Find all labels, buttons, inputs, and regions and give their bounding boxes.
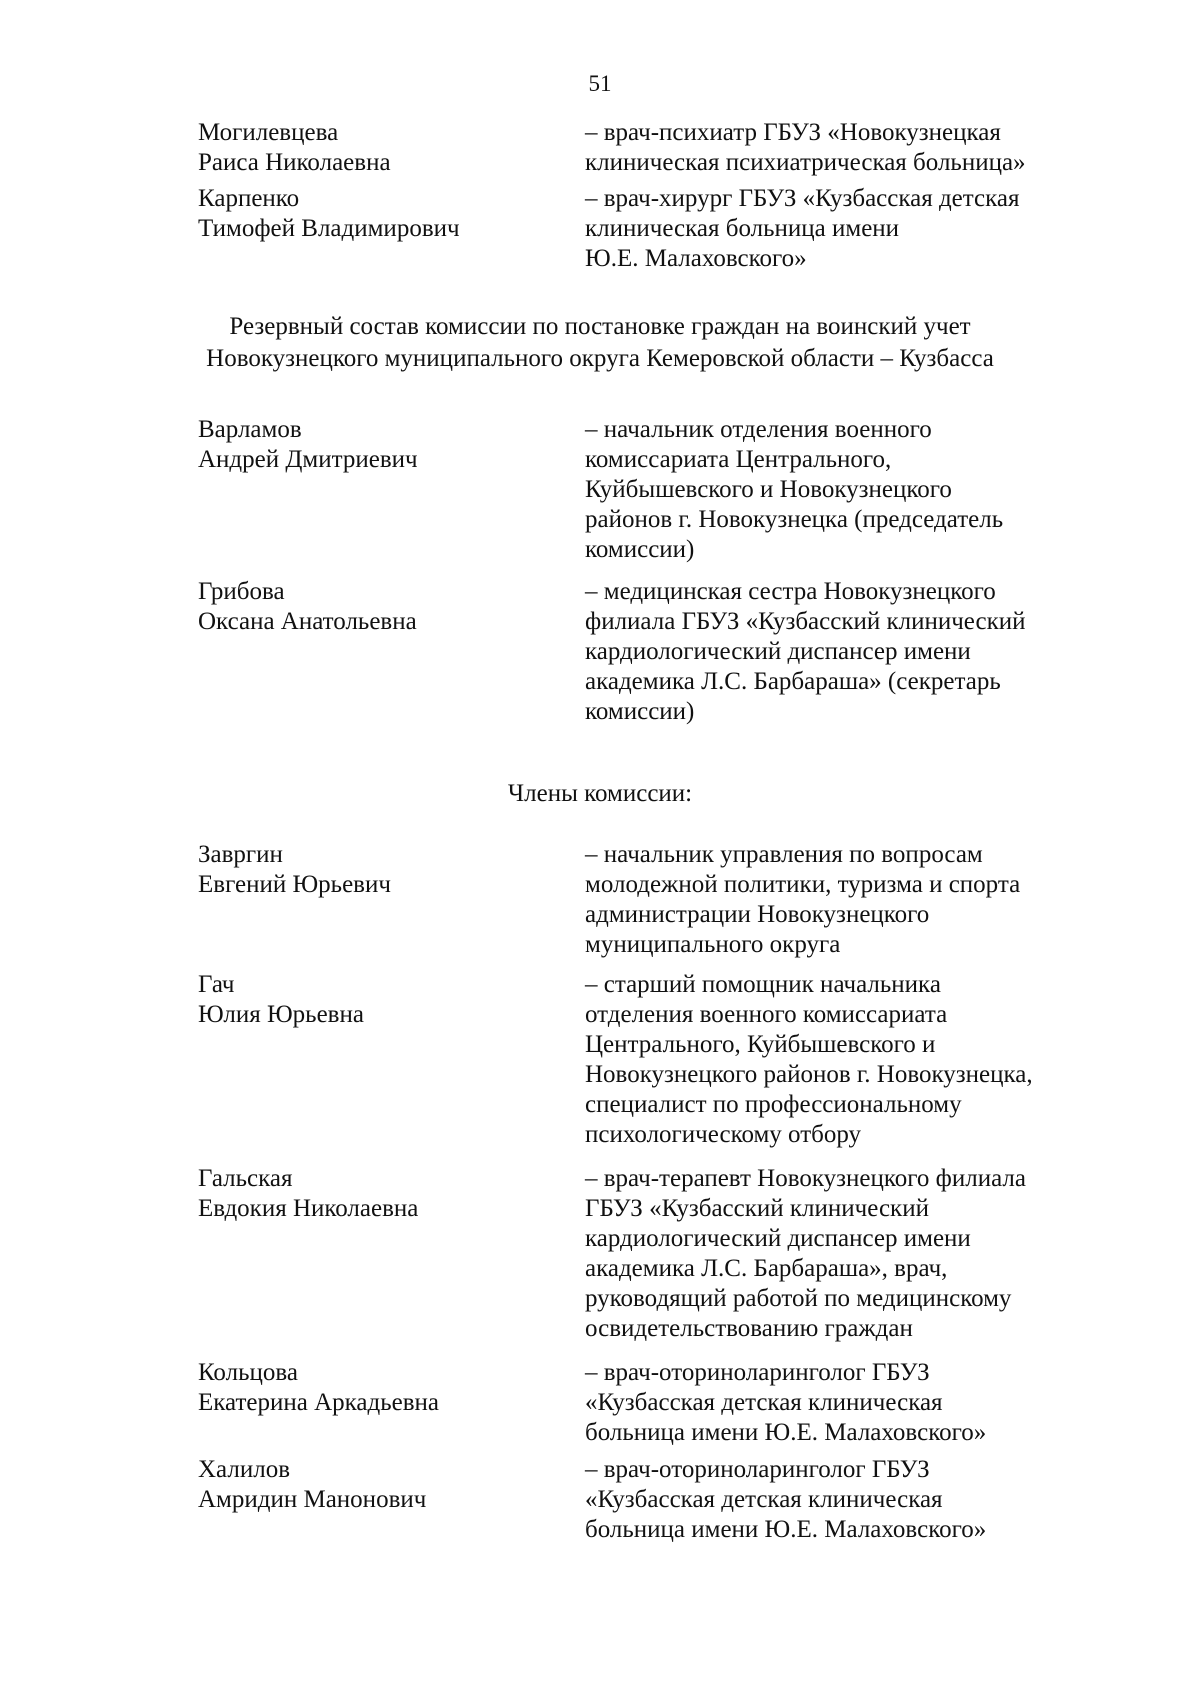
member-name: Могилевцева Раиса Николаевна xyxy=(198,119,391,176)
member-name: Карпенко Тимофей Владимирович xyxy=(198,185,460,242)
member-role: – врач-оториноларинголог ГБУЗ «Кузбасская детская клиническая больница имени Ю.Е. Малаховского» xyxy=(585,1359,987,1446)
member-name: Кольцова Екатерина Аркадьевна xyxy=(198,1359,440,1416)
member-role: – врач-психиатр ГБУЗ «Новокузнецкая клиническая психиатрическая больница» xyxy=(585,119,1026,176)
member-role: – начальник управления по вопросам молодежной политики, туризма и спорта администрации Новокузнецкого муниципального округа xyxy=(585,841,1021,958)
member-role: – начальник отделения военного комиссариата Центрального, Куйбышевского и Новокузнецкого районов г. Новокузнецка (председатель комиссии) xyxy=(585,416,1004,563)
page-number: 51 xyxy=(588,71,612,96)
reserve-heading: Резервный состав комиссии по постановке граждан на воинский учет Новокузнецкого муниципального округа Кемеровской области – Кузбасса xyxy=(206,313,994,372)
member-role: – врач-оториноларинголог ГБУЗ «Кузбасская детская клиническая больница имени Ю.Е. Малаховского» xyxy=(585,1456,987,1543)
member-role: – врач-терапевт Новокузнецкого филиала ГБУЗ «Кузбасский клинический кардиологический диспансер имени академика Л.С. Барбараша», врач, руководящий работой по медицинскому освидетельствованию граждан xyxy=(585,1165,1026,1342)
member-name: Варламов Андрей Дмитриевич xyxy=(198,416,418,473)
member-name: Гальская Евдокия Николаевна xyxy=(198,1165,419,1222)
members-heading: Члены комиссии: xyxy=(507,780,693,807)
member-name: Завргин Евгений Юрьевич xyxy=(198,841,391,898)
member-role: – медицинская сестра Новокузнецкого филиала ГБУЗ «Кузбасский клинический кардиологический диспансер имени академика Л.С. Барбараша» (секретарь комиссии) xyxy=(585,578,1026,725)
member-role: – врач-хирург ГБУЗ «Кузбасская детская клиническая больница имени Ю.Е. Малаховского» xyxy=(585,185,1020,272)
member-name: Халилов Амридин Манонович xyxy=(198,1456,427,1513)
member-name: Гач Юлия Юрьевна xyxy=(198,971,364,1028)
member-role: – старший помощник начальника отделения военного комиссариата Центрального, Куйбышевского и Новокузнецкого районов г. Новокузнецка, специалист по профессиональному психологическому отбору xyxy=(585,971,1033,1148)
member-name: Грибова Оксана Анатольевна xyxy=(198,578,417,635)
